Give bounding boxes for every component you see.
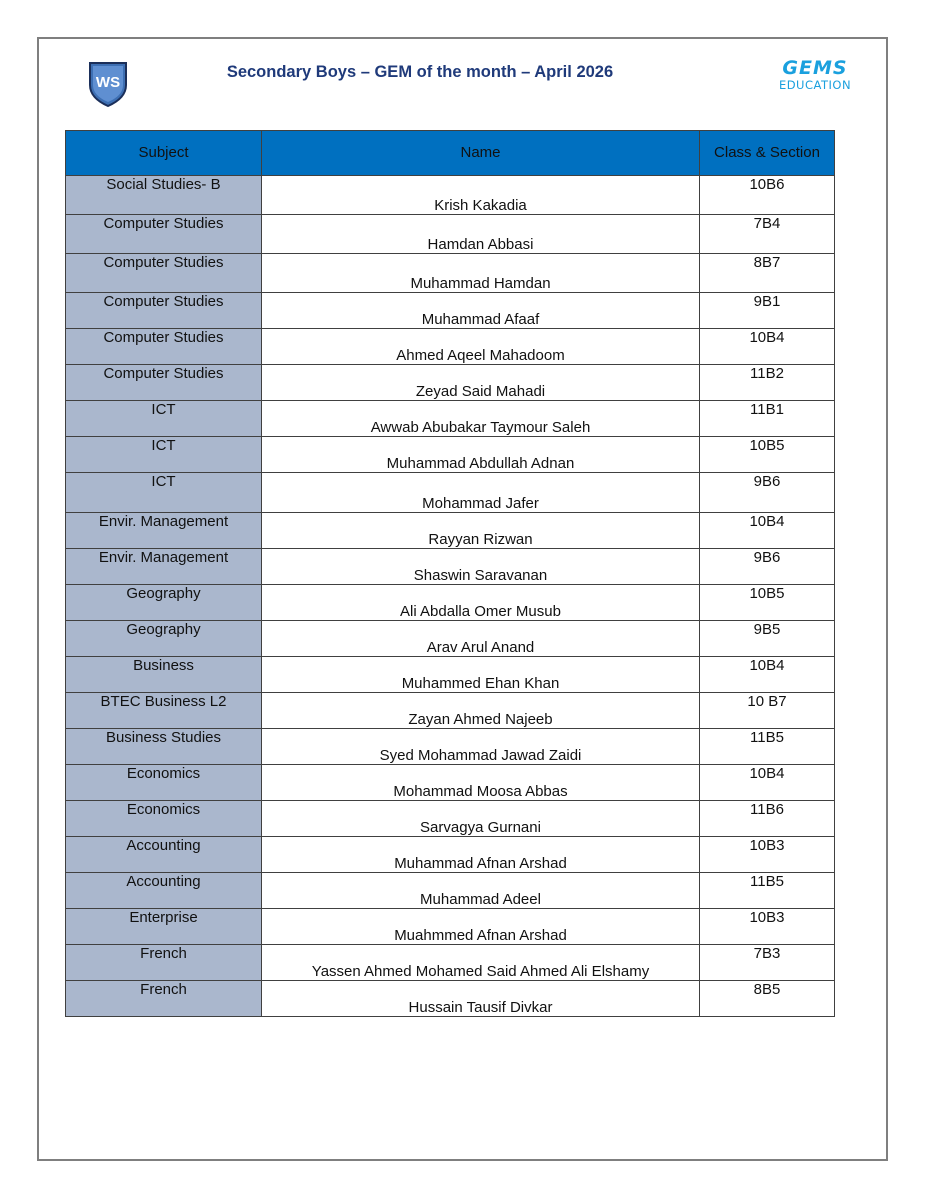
subject-cell: Computer Studies <box>66 293 262 329</box>
class-cell: 10B5 <box>700 585 835 621</box>
table-header-row <box>66 131 835 176</box>
name-cell: Arav Arul Anand <box>262 621 700 657</box>
name-cell: Muhammad Afaaf <box>262 293 700 329</box>
name-cell: Awwab Abubakar Taymour Saleh <box>262 401 700 437</box>
name-cell: Mohammad Moosa Abbas <box>262 765 700 801</box>
subject-cell: ICT <box>66 401 262 437</box>
name-cell: Muhammad Adeel <box>262 873 700 909</box>
school-logo-text: WS <box>95 74 121 91</box>
table-row <box>66 873 835 909</box>
subject-cell: Economics <box>66 801 262 837</box>
subject-cell: Enterprise <box>66 909 262 945</box>
class-cell: 9B1 <box>700 293 835 329</box>
class-cell: 11B5 <box>700 729 835 765</box>
name-cell: Zeyad Said Mahadi <box>262 365 700 401</box>
subject-cell: Computer Studies <box>66 254 262 293</box>
class-cell: 7B3 <box>700 945 835 981</box>
name-cell: Ali Abdalla Omer Musub <box>262 585 700 621</box>
class-cell: 9B5 <box>700 621 835 657</box>
class-cell: 11B5 <box>700 873 835 909</box>
class-cell: 10B6 <box>700 176 835 215</box>
gems-education-logo <box>776 59 854 95</box>
name-cell: Syed Mohammad Jawad Zaidi <box>262 729 700 765</box>
subject-cell: Computer Studies <box>66 329 262 365</box>
name-cell: Zayan Ahmed Najeeb <box>262 693 700 729</box>
subject-cell: French <box>66 981 262 1017</box>
name-cell: Rayyan Rizwan <box>262 513 700 549</box>
subject-cell: Social Studies- B <box>66 176 262 215</box>
class-cell: 10B3 <box>700 837 835 873</box>
table-row <box>66 254 835 293</box>
table-row <box>66 945 835 981</box>
table-row <box>66 981 835 1017</box>
class-cell: 10B3 <box>700 909 835 945</box>
subject-cell: French <box>66 945 262 981</box>
table-row <box>66 693 835 729</box>
table-row <box>66 657 835 693</box>
column-header-name: Name <box>262 131 700 176</box>
subject-cell: Computer Studies <box>66 365 262 401</box>
page-title: Secondary Boys – GEM of the month – April 2026 <box>226 63 614 81</box>
subject-cell: Accounting <box>66 873 262 909</box>
name-cell: Mohammad Jafer <box>262 473 700 513</box>
table-row <box>66 437 835 473</box>
class-cell: 10B4 <box>700 329 835 365</box>
subject-cell: Geography <box>66 621 262 657</box>
gems-logo-subtitle: EDUCATION <box>778 78 852 92</box>
name-cell: Yassen Ahmed Mohamed Said Ahmed Ali Elshamy <box>262 945 700 981</box>
name-cell: Shaswin Saravanan <box>262 549 700 585</box>
table-row <box>66 801 835 837</box>
column-header-class: Class & Section <box>700 131 835 176</box>
table-row <box>66 549 835 585</box>
subject-cell: Envir. Management <box>66 549 262 585</box>
table-row <box>66 765 835 801</box>
table-row <box>66 293 835 329</box>
table-row <box>66 909 835 945</box>
table-row <box>66 837 835 873</box>
table-body <box>66 176 835 1017</box>
gems-logo-word: GEMS <box>782 57 848 79</box>
class-cell: 8B5 <box>700 981 835 1017</box>
table-row <box>66 176 835 215</box>
column-header-subject: Subject <box>66 131 262 176</box>
table-row <box>66 513 835 549</box>
class-cell: 10B5 <box>700 437 835 473</box>
table-row <box>66 215 835 254</box>
class-cell: 9B6 <box>700 473 835 513</box>
school-shield-logo <box>88 61 128 107</box>
name-cell: Muhammad Afnan Arshad <box>262 837 700 873</box>
subject-cell: Computer Studies <box>66 215 262 254</box>
table-row <box>66 401 835 437</box>
class-cell: 11B6 <box>700 801 835 837</box>
table-row <box>66 585 835 621</box>
subject-cell: Geography <box>66 585 262 621</box>
class-cell: 10B4 <box>700 513 835 549</box>
name-cell: Muahmmed Afnan Arshad <box>262 909 700 945</box>
class-cell: 10 B7 <box>700 693 835 729</box>
subject-cell: Business Studies <box>66 729 262 765</box>
class-cell: 11B1 <box>700 401 835 437</box>
class-cell: 8B7 <box>700 254 835 293</box>
subject-cell: Envir. Management <box>66 513 262 549</box>
table-row <box>66 729 835 765</box>
name-cell: Ahmed Aqeel Mahadoom <box>262 329 700 365</box>
class-cell: 9B6 <box>700 549 835 585</box>
name-cell: Muhammad Hamdan <box>262 254 700 293</box>
subject-cell: Economics <box>66 765 262 801</box>
class-cell: 7B4 <box>700 215 835 254</box>
subject-cell: Accounting <box>66 837 262 873</box>
name-cell: Muhammed Ehan Khan <box>262 657 700 693</box>
class-cell: 10B4 <box>700 657 835 693</box>
table-row <box>66 329 835 365</box>
name-cell: Krish Kakadia <box>262 176 700 215</box>
class-cell: 11B2 <box>700 365 835 401</box>
subject-cell: BTEC Business L2 <box>66 693 262 729</box>
name-cell: Sarvagya Gurnani <box>262 801 700 837</box>
subject-cell: ICT <box>66 437 262 473</box>
name-cell: Hussain Tausif Divkar <box>262 981 700 1017</box>
class-cell: 10B4 <box>700 765 835 801</box>
table-row <box>66 473 835 513</box>
gem-table <box>65 130 835 1017</box>
subject-cell: ICT <box>66 473 262 513</box>
name-cell: Muhammad Abdullah Adnan <box>262 437 700 473</box>
subject-cell: Business <box>66 657 262 693</box>
table-row <box>66 621 835 657</box>
name-cell: Hamdan Abbasi <box>262 215 700 254</box>
table-row <box>66 365 835 401</box>
